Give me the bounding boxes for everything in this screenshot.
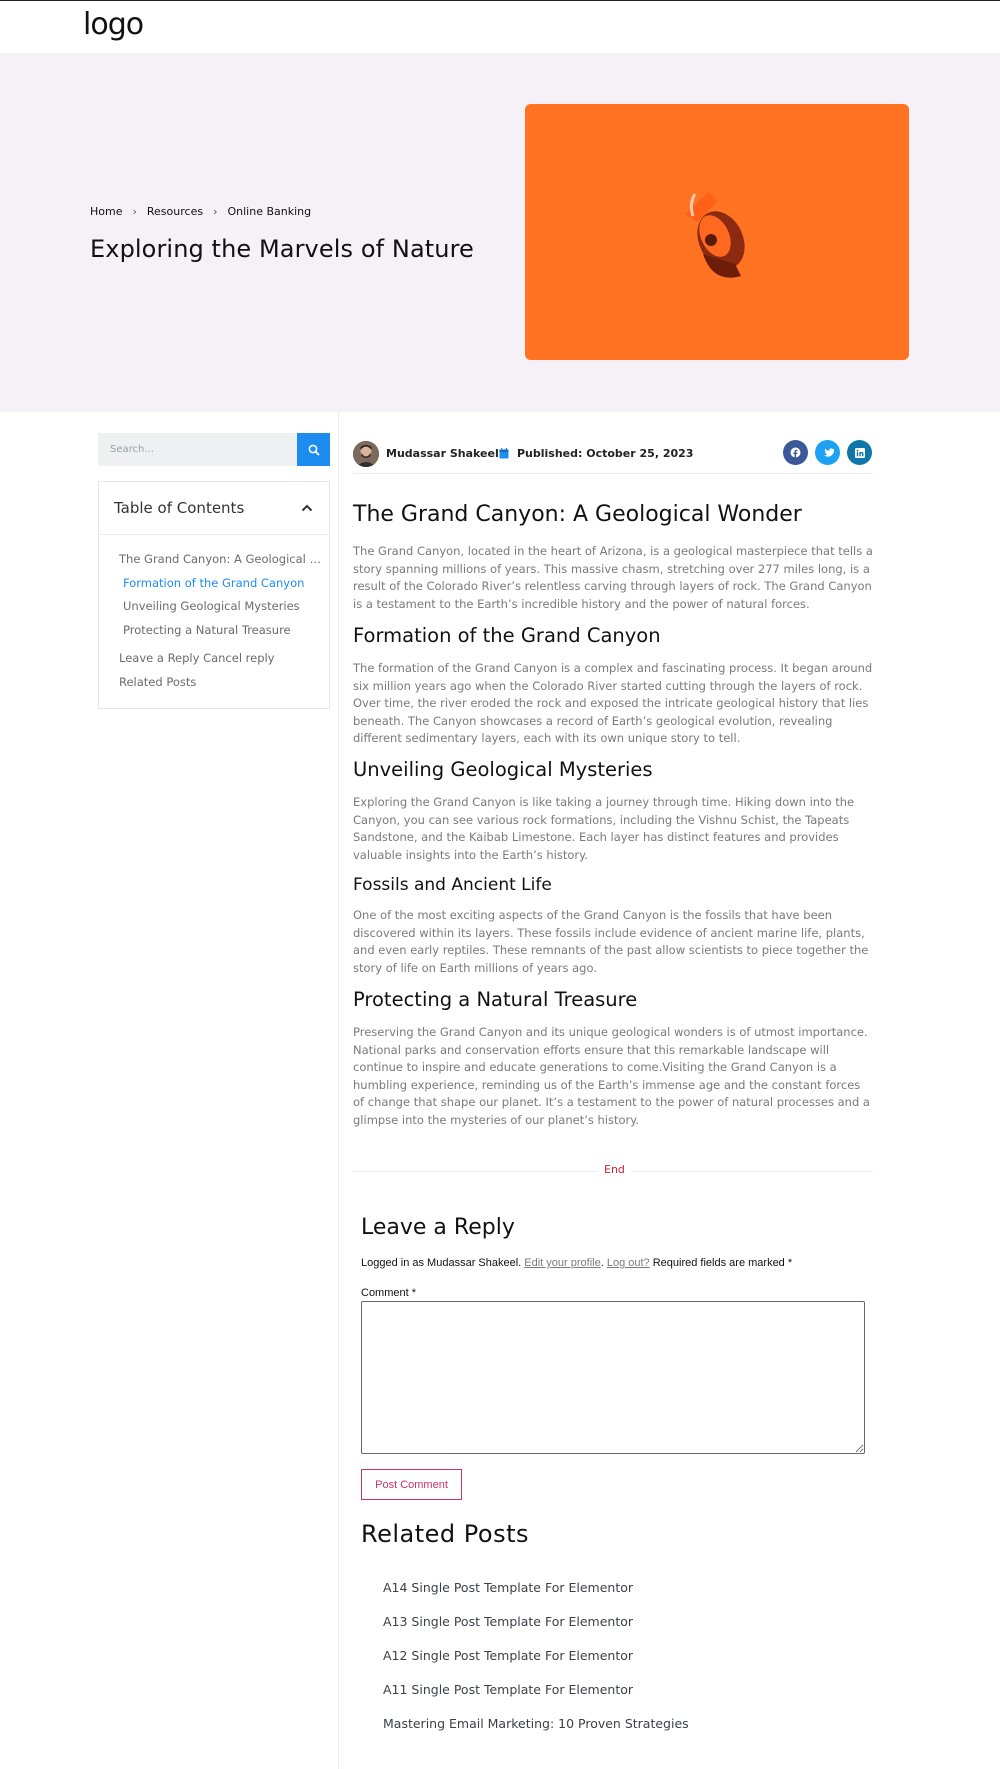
related-post-link[interactable]: A11 Single Post Template For Elementor	[383, 1682, 634, 1697]
avatar-image	[353, 441, 379, 467]
author-name[interactable]: Mudassar Shakeel	[386, 447, 499, 460]
calendar-icon	[499, 448, 509, 459]
end-label: End	[598, 1163, 631, 1176]
breadcrumb-current: Online Banking	[227, 205, 312, 218]
logged-in-note: Logged in as Mudassar Shakeel. Edit your profile. Log out? Required fields are marked *	[361, 1257, 793, 1269]
section-formation-text: The formation of the Grand Canyon is a complex and fascinating process. It began around six million years ago when the Colorado River started cutting through the layers of rock. Over time, the river eroded the rock and exposed the intricate geological history that lies beneath. The Canyon showcases a record of Earth’s geological evolution, revealing different sedimentary layers, each with its own unique story to tell.	[353, 661, 873, 746]
share-facebook-button[interactable]	[783, 440, 808, 465]
related-posts-title: Related Posts	[361, 1520, 529, 1548]
required-note: Required fields are marked *	[652, 1257, 793, 1269]
search-button[interactable]	[297, 433, 330, 466]
toc-item-protecting[interactable]: Protecting a Natural Treasure	[123, 622, 291, 637]
share-twitter-button[interactable]	[815, 440, 840, 465]
logged-in-text: Logged in as Mudassar Shakeel.	[361, 1257, 522, 1269]
twitter-icon	[822, 448, 834, 458]
hero-image	[525, 104, 909, 360]
related-post-link[interactable]: A13 Single Post Template For Elementor	[383, 1614, 634, 1629]
publish-date	[499, 447, 693, 460]
related-post-link[interactable]: Mastering Email Marketing: 10 Proven Strategies	[383, 1716, 689, 1731]
page-title: Exploring the Marvels of Nature	[90, 235, 474, 263]
toc-item-formation[interactable]: Formation of the Grand Canyon	[123, 575, 305, 590]
breadcrumb-home[interactable]: Home	[90, 205, 123, 218]
content-divider	[338, 412, 339, 1769]
post-meta	[353, 437, 873, 474]
edit-profile-link[interactable]: Edit your profile	[524, 1257, 601, 1269]
reply-title: Leave a Reply	[361, 1215, 515, 1240]
search-box	[98, 433, 330, 466]
share-linkedin-button[interactable]	[847, 440, 872, 465]
site-header	[0, 1, 1000, 53]
search-icon	[308, 444, 320, 456]
linkedin-icon	[855, 448, 865, 458]
toc-item-mysteries[interactable]: Unveiling Geological Mysteries	[123, 599, 300, 613]
section-mysteries-text: Exploring the Grand Canyon is like taking a journey through time. Hiking down into the Canyon, you can see various rock formations, including the Vishnu Schist, the Tapeats Sandstone, and the Kaibab Limestone. Each layer has distinct features and provides valuable insights into the Earth’s history.	[353, 795, 855, 862]
post-comment-button[interactable]: Post Comment	[361, 1469, 462, 1500]
section-fossils-text: One of the most exciting aspects of the Grand Canyon is the fossils that have been discovered within its layers. These fossils include evidence of ancient marine life, plants, and even early reptiles. These remnants of the past allow scientists to piece together the story of life on Earth millions of years ago.	[353, 908, 869, 975]
toc-item-grand-canyon[interactable]: The Grand Canyon: A Geological …	[119, 552, 321, 566]
article-title: The Grand Canyon: A Geological Wonder	[353, 502, 802, 527]
toc-item-leave-reply[interactable]: Leave a Reply Cancel reply	[119, 651, 275, 665]
publish-date-text: Published: October 25, 2023	[517, 447, 694, 460]
comment-field[interactable]	[361, 1301, 865, 1454]
section-fossils-title: Fossils and Ancient Life	[353, 875, 552, 895]
facebook-icon	[790, 447, 801, 458]
avatar	[353, 441, 379, 467]
section-mysteries-title: Unveiling Geological Mysteries	[353, 758, 653, 781]
toc-header[interactable]	[99, 482, 329, 535]
section-protecting-text: Preserving the Grand Canyon and its unique geological wonders is of utmost importance. National parks and conservation efforts ensure that this remarkable landscape will continue to inspire and educate generations to come.Visiting the Grand Canyon is a humbling experience, reminding us of the Earth’s immense age and the constant forces of change that shape our planet. It’s a testament to the power of natural processes and a glimpse into the mysteries of our planet’s history.	[353, 1025, 870, 1127]
logout-link[interactable]: Log out?	[606, 1257, 650, 1269]
chevron-right-icon: ›	[132, 205, 137, 218]
breadcrumb-resources[interactable]: Resources	[146, 205, 204, 218]
toc-title: Table of Contents	[114, 499, 245, 517]
megaphone-icon	[525, 104, 909, 360]
toc-item-related-posts[interactable]: Related Posts	[119, 674, 197, 689]
chevron-up-icon[interactable]	[301, 504, 313, 512]
breadcrumb	[90, 205, 311, 218]
site-logo[interactable]: logo	[83, 7, 144, 42]
chevron-right-icon: ›	[213, 205, 218, 218]
related-post-link[interactable]: A14 Single Post Template For Elementor	[383, 1580, 634, 1595]
related-post-link[interactable]: A12 Single Post Template For Elementor	[383, 1648, 634, 1663]
hero-section	[0, 53, 1000, 412]
toc-list	[99, 535, 329, 694]
article-intro: The Grand Canyon, located in the heart of Arizona, is a geological masterpiece that tells a story spanning millions of years. This massive chasm, stretching over 277 miles long, is a result of the Colorado River’s relentless carving through layers of rock. The Grand Canyon is a testament to the Earth’s incredible history and the power of natural forces.	[353, 544, 873, 611]
section-formation-title: Formation of the Grand Canyon	[353, 624, 661, 647]
search-input[interactable]	[98, 433, 297, 466]
section-protecting-title: Protecting a Natural Treasure	[353, 988, 638, 1011]
comment-label: Comment *	[361, 1287, 417, 1299]
table-of-contents	[98, 481, 330, 709]
